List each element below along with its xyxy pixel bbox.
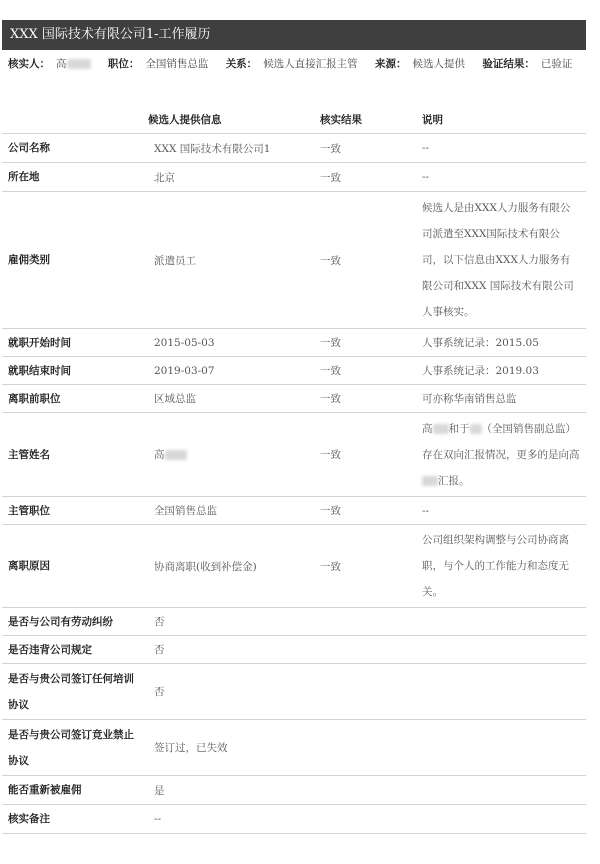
row-key: 雇佣类别	[2, 192, 148, 329]
row-key: 能否重新被雇佣	[2, 776, 148, 805]
row-note: --	[416, 497, 586, 525]
row-value: 高	[148, 413, 314, 497]
redacted-name	[433, 424, 449, 434]
row-note	[416, 805, 586, 834]
row-result	[314, 636, 416, 664]
table-row	[2, 776, 586, 805]
table-row	[2, 497, 586, 525]
row-key: 是否与贵公司签订任何培训协议	[2, 664, 148, 720]
row-note: 候选人是由XXX人力服务有限公司派遣至XXX国际技术有限公司，以下信息由XXX人力服务有限公司和XXX 国际技术有限公司人事核实。	[416, 192, 586, 329]
row-note: 高 和于 （全国销售副总监）存在双向汇报情况，更多的是向高汇报。	[416, 413, 586, 497]
row-value: 签订过，已失效	[148, 720, 314, 776]
row-result	[314, 805, 416, 834]
relation-label: 关系：	[225, 58, 258, 70]
row-result: 一致	[314, 163, 416, 192]
table-row	[2, 525, 586, 608]
section-title: XXX 国际技术有限公司1-工作履历	[2, 20, 586, 50]
row-note: 可亦称华南销售总监	[416, 385, 586, 413]
source-label: 来源：	[375, 58, 407, 70]
row-note: 人事系统记录：2015.05	[416, 329, 586, 357]
redacted-name	[165, 450, 187, 460]
row-note: --	[416, 134, 586, 163]
row-value: --	[148, 805, 314, 834]
verification-meta	[8, 50, 584, 106]
row-key: 公司名称	[2, 134, 148, 163]
table-row	[2, 636, 586, 664]
table-row	[2, 357, 586, 385]
row-value: 否	[148, 636, 314, 664]
row-result: 一致	[314, 192, 416, 329]
row-value: 2015-05-03	[148, 329, 314, 357]
table-row	[2, 608, 586, 636]
table-row	[2, 805, 586, 834]
redacted-name	[422, 476, 438, 486]
row-key: 所在地	[2, 163, 148, 192]
row-note: 人事系统记录：2019.03	[416, 357, 586, 385]
result-value: 已验证	[540, 58, 573, 70]
table-row	[2, 329, 586, 357]
row-result	[314, 776, 416, 805]
row-result: 一致	[314, 525, 416, 608]
row-value: 区域总监	[148, 385, 314, 413]
row-key: 就职结束时间	[2, 357, 148, 385]
verifier-label: 核实人：	[8, 58, 50, 70]
row-key: 离职前职位	[2, 385, 148, 413]
row-result: 一致	[314, 497, 416, 525]
row-result	[314, 664, 416, 720]
row-result: 一致	[314, 357, 416, 385]
row-key: 主管职位	[2, 497, 148, 525]
row-note	[416, 664, 586, 720]
table-row	[2, 192, 586, 329]
position-label: 职位：	[107, 58, 140, 70]
row-value: 否	[148, 608, 314, 636]
row-value: 是	[148, 776, 314, 805]
row-key: 核实备注	[2, 805, 148, 834]
row-key: 是否与公司有劳动纠纷	[2, 608, 148, 636]
table-header-row	[2, 106, 586, 134]
column-header-result: 核实结果	[314, 106, 416, 134]
work-history-report	[0, 20, 600, 834]
row-key: 是否违背公司规定	[2, 636, 148, 664]
table-row	[2, 385, 586, 413]
row-result: 一致	[314, 134, 416, 163]
row-value: 2019-03-07	[148, 357, 314, 385]
row-value: 北京	[148, 163, 314, 192]
table-row	[2, 664, 586, 720]
table-row	[2, 413, 586, 497]
row-result: 一致	[314, 385, 416, 413]
row-key: 就职开始时间	[2, 329, 148, 357]
row-key: 是否与贵公司签订竞业禁止协议	[2, 720, 148, 776]
row-note: --	[416, 163, 586, 192]
table-row	[2, 720, 586, 776]
table-row	[2, 134, 586, 163]
row-value: XXX 国际技术有限公司1	[148, 134, 314, 163]
row-note	[416, 636, 586, 664]
row-result: 一致	[314, 413, 416, 497]
row-key: 离职原因	[2, 525, 148, 608]
position-value: 全国销售总监	[145, 58, 209, 70]
row-note	[416, 720, 586, 776]
row-result: 一致	[314, 329, 416, 357]
table-row	[2, 163, 586, 192]
row-value: 否	[148, 664, 314, 720]
row-result	[314, 608, 416, 636]
row-note	[416, 608, 586, 636]
row-key: 主管姓名	[2, 413, 148, 497]
row-value: 全国销售总监	[148, 497, 314, 525]
redacted-name	[470, 424, 482, 434]
verification-table	[2, 106, 586, 834]
row-note: 公司组织架构调整与公司协商离职，与个人的工作能力和态度无关。	[416, 525, 586, 608]
result-label: 验证结果：	[482, 58, 535, 70]
relation-value: 候选人直接汇报主管	[263, 58, 358, 70]
row-value: 协商离职(收到补偿金)	[148, 525, 314, 608]
verifier-value: 高	[56, 58, 91, 70]
column-header-provided: 候选人提供信息	[148, 106, 314, 134]
row-value: 派遣员工	[148, 192, 314, 329]
row-result	[314, 720, 416, 776]
source-value: 候选人提供	[412, 58, 466, 70]
redacted-name	[67, 59, 91, 69]
row-note	[416, 776, 586, 805]
column-header-note: 说明	[416, 106, 586, 134]
